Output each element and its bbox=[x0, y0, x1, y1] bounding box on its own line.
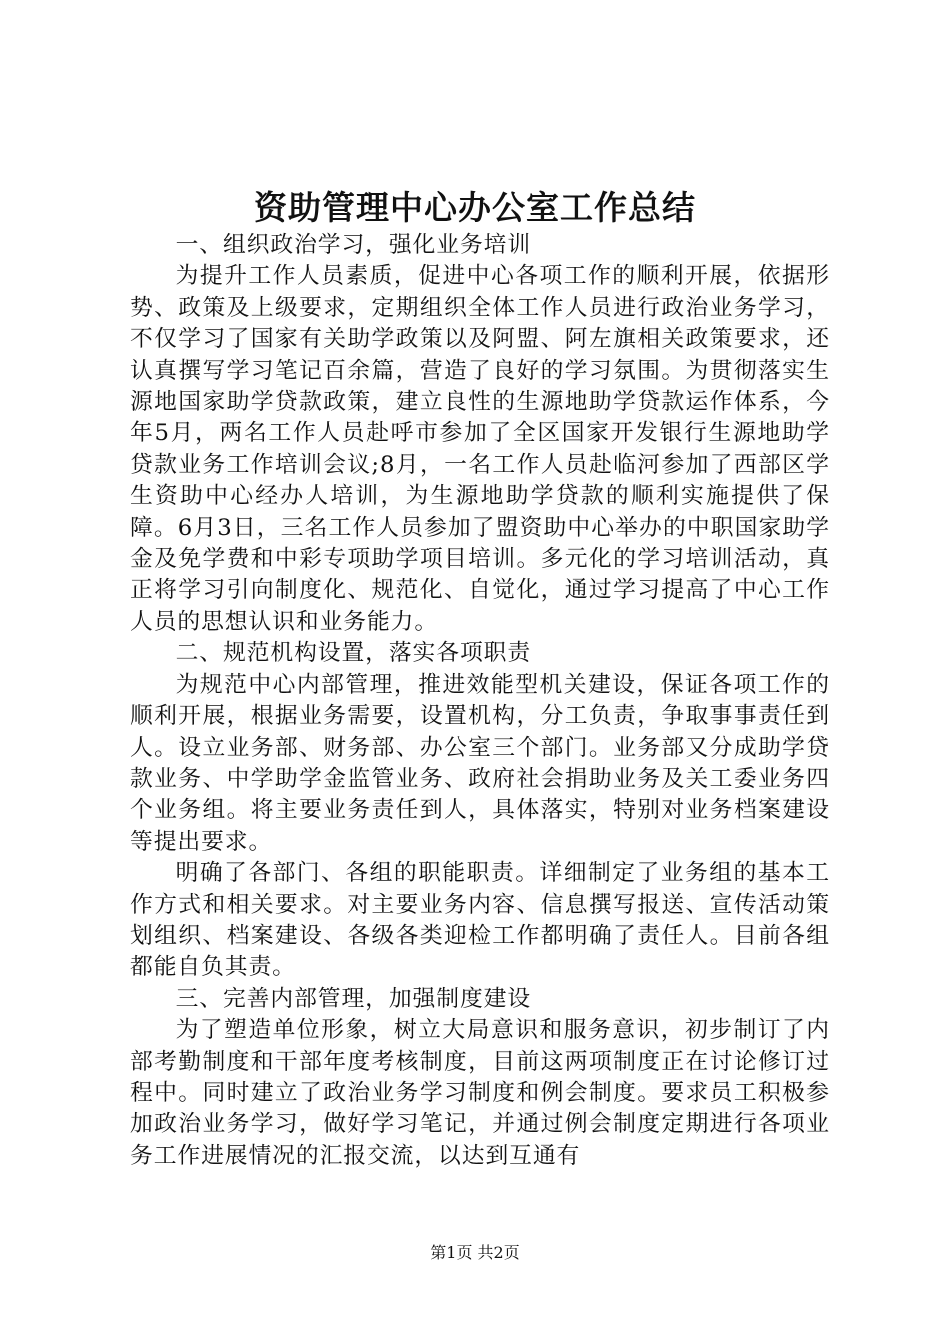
paragraph-1: 为提升工作人员素质，促进中心各项工作的顺利开展，依据形势、政策及上级要求，定期组织全体工作人员进行政治业务学习，不仅学习了国家有关助学政策以及阿盟、阿左旗相关政策要求，还认真撰写学习笔记百余篇，营造了良好的学习氛围。为贯彻落实生源地国家助学贷款政策，建立良性的生源地助学贷款运作体系，今年5月，两名工作人员赴呼市参加了全区国家开发银行生源地助学贷款业务工作培训会议;8月，一名工作人员赴临河参加了西部区学生资助中心经办人培训，为生源地助学贷款的顺利实施提供了保障。6月3日，三名工作人员参加了盟资助中心举办的中职国家助学金及免学费和中彩专项助学项目培训。多元化的学习培训活动，真正将学习引向制度化、规范化、自觉化，通过学习提高了中心工作人员的思想认识和业务能力。 bbox=[130, 263, 830, 635]
document-body bbox=[130, 230, 830, 1172]
section-heading-1: 一、组织政治学习，强化业务培训 bbox=[175, 232, 532, 258]
paragraph-3: 明确了各部门、各组的职能职责。详细制定了业务组的基本工作方式和相关要求。对主要业务内容、信息撰写报送、宣传活动策划组织、档案建设、各级各类迎检工作都明确了责任人。目前各组都能自负其责。 bbox=[130, 860, 830, 981]
paragraph-4: 为了塑造单位形象，树立大局意识和服务意识，初步制订了内部考勤制度和干部年度考核制度，目前这两项制度正在讨论修订过程中。同时建立了政治业务学习制度和例会制度。要求员工积极参加政治业务学习，做好学习笔记，并通过例会制度定期进行各项业务工作进展情况的汇报交流，以达到互通有 bbox=[130, 1017, 830, 1169]
paragraph-2: 为规范中心内部管理，推进效能型机关建设，保证各项工作的顺利开展，根据业务需要，设置机构，分工负责，争取事事责任到人。设立业务部、财务部、办公室三个部门。业务部又分成助学贷款业务、中学助学金监管业务、政府社会捐助业务及关工委业务四个业务组。将主要业务责任到人，具体落实，特别对业务档案建设等提出要求。 bbox=[130, 671, 830, 855]
document-title: 资助管理中心办公室工作总结 bbox=[254, 188, 696, 227]
section-heading-3: 三、完善内部管理，加强制度建设 bbox=[175, 985, 532, 1012]
page-number-footer: 第1页 共2页 bbox=[430, 1243, 520, 1262]
section-heading-2: 二、规范机构设置，落实各项职责 bbox=[175, 640, 532, 667]
